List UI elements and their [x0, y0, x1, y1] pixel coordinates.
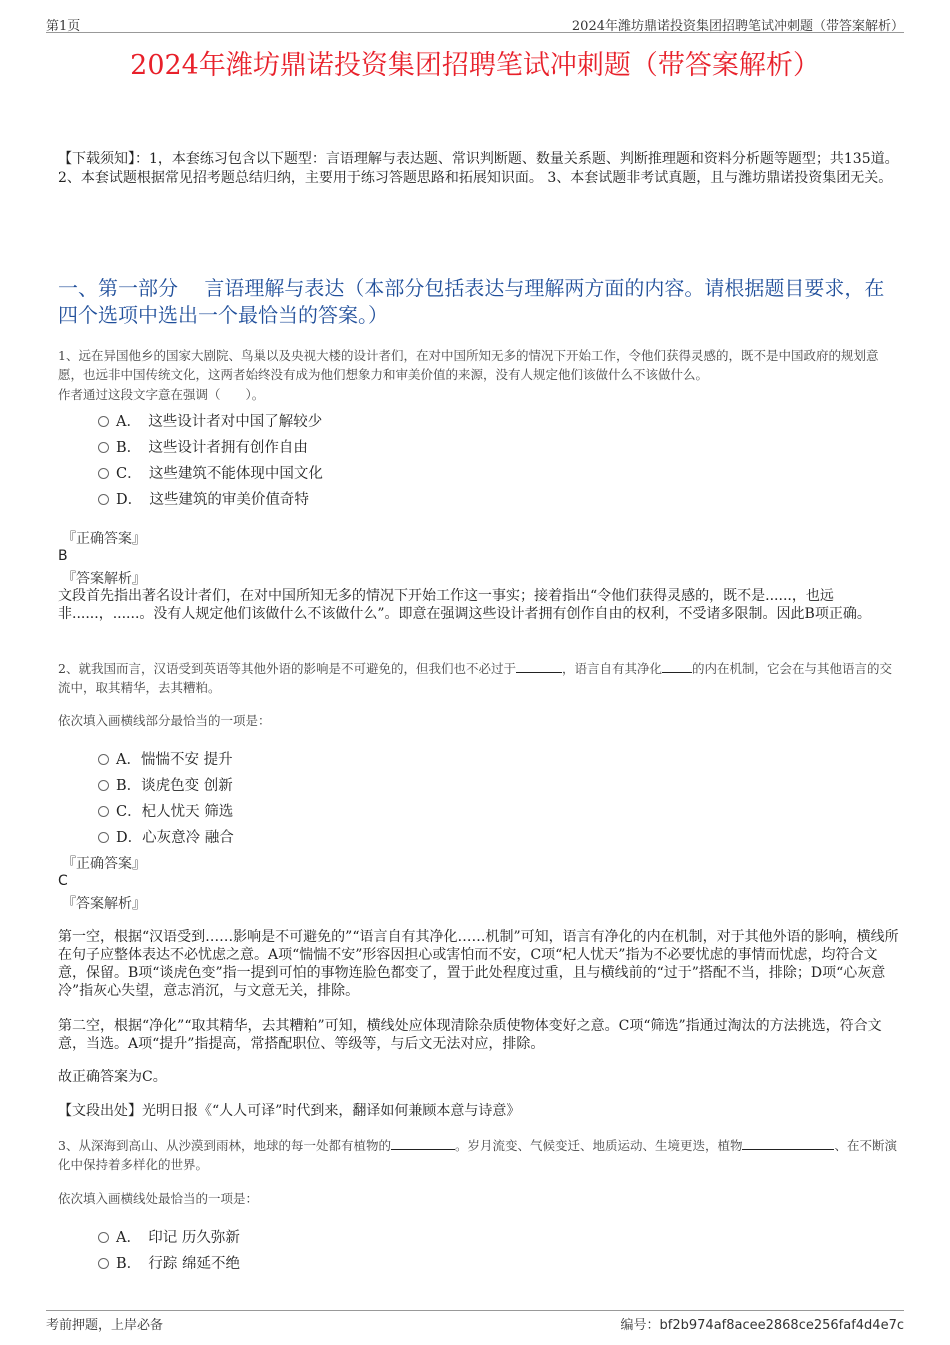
question-1-ask: 作者通过这段文字意在强调（ ）。 — [58, 387, 265, 402]
question-1-option-a[interactable]: A． 这些设计者对中国了解较少 — [98, 410, 322, 431]
question-1-option-b[interactable]: B． 这些设计者拥有创作自由 — [98, 436, 308, 457]
question-2-option-b[interactable]: B．谈虎色变 创新 — [98, 774, 233, 795]
question-2-option-d[interactable]: D．心灰意冷 融合 — [98, 826, 234, 847]
footer-serial: 编号：bf2b974af8acee2868ce256faf4d4e7c — [620, 1318, 904, 1333]
question-3-option-a[interactable]: A． 印记 历久弥新 — [98, 1226, 240, 1247]
blank-1 — [391, 1137, 455, 1150]
radio-icon[interactable] — [98, 806, 109, 817]
question-1-analysis-label: 『答案解析』 — [62, 571, 146, 587]
footer-slogan: 考前押题，上岸必备 — [46, 1318, 164, 1333]
question-2-source: 【文段出处】光明日报《“人人可译”时代到来，翻译如何兼顾本意与诗意》 — [58, 1103, 521, 1119]
radio-icon[interactable] — [98, 832, 109, 843]
question-2-ask: 依次填入画横线部分最恰当的一项是： — [58, 713, 271, 728]
question-2-answer: C — [58, 873, 68, 889]
question-1-option-c[interactable]: C． 这些建筑不能体现中国文化 — [98, 462, 323, 483]
page-number: 第1页 — [46, 19, 81, 34]
question-2-option-c[interactable]: C．杞人忧天 筛选 — [98, 800, 233, 821]
radio-icon[interactable] — [98, 1232, 109, 1243]
question-3-stem: 3、从深海到高山、从沙漠到雨林，地球的每一处都有植物的 。岁月流变、气候变迁、地质运动、生境更迭，植物 、在不断演化中保持着多样化的世界。 — [58, 1138, 897, 1172]
question-2-option-a[interactable]: A．惴惴不安 提升 — [98, 748, 233, 769]
question-2-answer-label: 『正确答案』 — [62, 856, 146, 872]
header-divider — [46, 32, 904, 33]
question-3-ask: 依次填入画横线处最恰当的一项是： — [58, 1191, 259, 1206]
download-notice: 【下载须知】：1，本套练习包含以下题型：言语理解与表达题、常识判断题、数量关系题、判断推理题和资料分析题等题型；共135道。 2、本套试题根据常见招考题总结归纳，主要用于练习答题思路和拓展知识面。 3、本套试题非考试真题，且与潍坊鼎诺投资集团无关。 — [58, 151, 899, 186]
question-1-option-d[interactable]: D． 这些建筑的审美价值奇特 — [98, 488, 309, 509]
radio-icon[interactable] — [98, 780, 109, 791]
question-2-analysis-2: 第二空，根据“净化”“取其精华，去其糟粕”可知，横线处应体现清除杂质使物体变好之意。C项“筛选”指通过淘汰的方法挑选，符合文意，当选。A项“提升”指提高，常搭配职位、等级等，与后文无法对应，排除。 — [58, 1018, 882, 1052]
question-2-analysis-1: 第一空，根据“汉语受到……影响是不可避免的”“语言自有其净化……机制”可知，语言有净化的内在机制，对于其他外语的影响，横线所在句子应整体表达不必忧虑之意。A项“惴惴不安”形容因担心或害怕而不安，C项“杞人忧天”指为不必要忧虑的事情而忧虑，均符合文意，保留。B项“谈虎色变”指一提到可怕的事物连脸色都变了，置于此处程度过重，且与横线前的“过于”搭配不当，排除；D项“心灰意冷”指灰心失望，意志消沉，与文意无关，排除。 — [58, 929, 899, 999]
footer-divider — [46, 1310, 904, 1311]
question-2-stem: 2、就我国而言，汉语受到英语等其他外语的影响是不可避免的，但我们也不必过于 ，语言自有其净化 的内在机制，它会在与其他语言的交流中，取其精华，去其糟粕。 — [58, 661, 892, 695]
document-title: 2024年潍坊鼎诺投资集团招聘笔试冲刺题（带答案解析） — [130, 50, 820, 81]
question-2-analysis-label: 『答案解析』 — [62, 896, 146, 912]
question-3-option-b[interactable]: B． 行踪 绵延不绝 — [98, 1252, 240, 1273]
question-2-analysis-3: 故正确答案为C。 — [58, 1069, 167, 1085]
question-1-answer-label: 『正确答案』 — [62, 531, 146, 547]
radio-icon[interactable] — [98, 416, 109, 427]
radio-icon[interactable] — [98, 468, 109, 479]
blank-1 — [516, 660, 562, 673]
radio-icon[interactable] — [98, 1258, 109, 1269]
question-1-stem: 1、远在异国他乡的国家大剧院、鸟巢以及央视大楼的设计者们，在对中国所知无多的情况下开始工作，令他们获得灵感的，既不是中国政府的规划意愿，也远非中国传统文化，这两者始终没有成为他们想象力和审美价值的来源，没有人规定他们该做什么不该做什么。 — [58, 348, 879, 382]
radio-icon[interactable] — [98, 494, 109, 505]
question-1-answer: B — [58, 548, 68, 564]
blank-2 — [662, 660, 692, 673]
section-heading: 一、第一部分 言语理解与表达（本部分包括表达与理解两方面的内容。请根据题目要求，在四个选项中选出一个最恰当的答案。） — [58, 276, 885, 327]
question-1-analysis: 文段首先指出著名设计者们，在对中国所知无多的情况下开始工作这一事实；接着指出“令他们获得灵感的，既不是......，也远非......，......。没有人规定他们该做什么不该做什么”。即意在强调这些设计者拥有创作自由的权利，不受诸多限制。因此B项正确。 — [58, 588, 871, 622]
blank-2 — [742, 1137, 834, 1150]
header-doc-title: 2024年潍坊鼎诺投资集团招聘笔试冲刺题（带答案解析） — [571, 19, 904, 34]
radio-icon[interactable] — [98, 442, 109, 453]
radio-icon[interactable] — [98, 754, 109, 765]
